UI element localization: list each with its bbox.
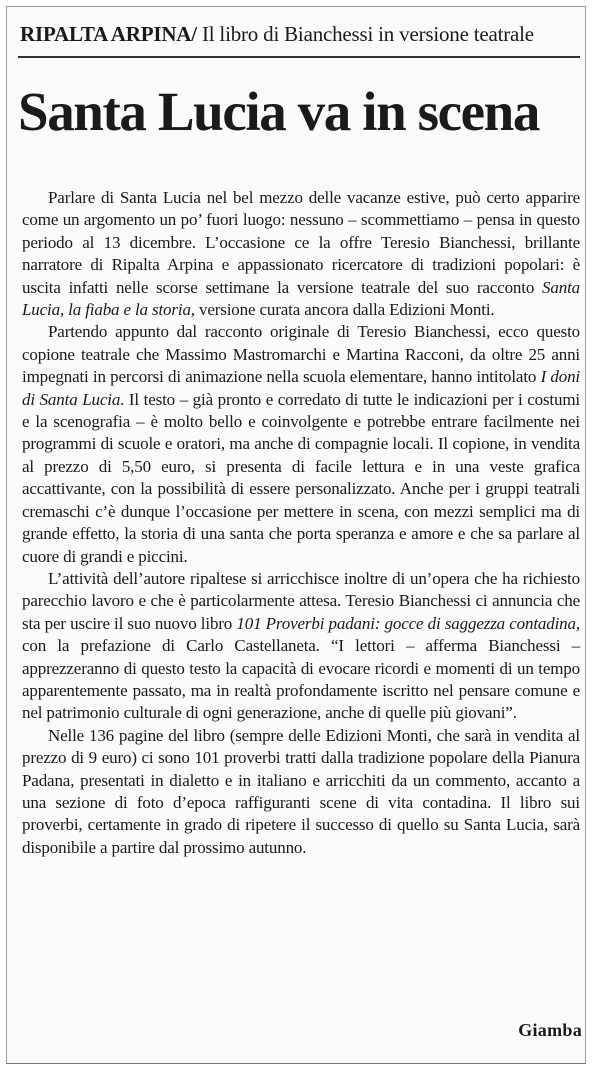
author-signature: Giamba bbox=[518, 1020, 582, 1040]
paragraph-3-text-a: L’attività dell’autore ripaltese si arricchisce inoltre di un’opera che ha richiesto parecchio lavoro e che è particolarmente attesa. Teresio Bianchessi ci annuncia che sta per uscire il suo nuovo libro bbox=[22, 568, 580, 633]
kicker-subtitle: Il libro di Bianchessi in versione teatrale bbox=[196, 22, 534, 46]
kicker-line bbox=[20, 22, 580, 47]
paragraph-2 bbox=[22, 321, 580, 567]
paragraph-3-text-b: , con la prefazione di Carlo Castellaneta. “I lettori – afferma Bianchessi – apprezzeranno di questo testo la capacità di evocare ricordi e momenti di un tempo apparentemente passato, ma in realtà profondamente iscritto nel pensare comune e nel patrimonio culturale di ogni generazione, anche di quelle più giovani”. bbox=[22, 613, 580, 723]
play-title: I doni di Santa Lucia bbox=[22, 367, 580, 409]
kicker-location: RIPALTA ARPINA/ bbox=[20, 22, 197, 46]
paragraph-2-text-b: . Il testo – già pronto e corredato di tutte le indicazioni per i costumi e la scenografia – è molto bello e coinvolgente e potrebbe entrare facilmente nei programmi di scuole e oratori, ma anche di compagnie locali. Il copione, in vendita al prezzo di 5,50 euro, si presenta di facile lettura e in una veste grafica accattivante, con la possibilità di essere personalizzato. Anche per i gruppi teatrali cremaschi c’è dunque l’occasione per mettere in scena, con mezzi semplici ma di grande effetto, la storia di una santa che porta speranza e amore e che sa parlare al cuore di grandi e piccini. bbox=[22, 389, 580, 566]
book-title-santa-lucia: Santa Lucia, la fiaba e la storia bbox=[22, 277, 580, 320]
paragraph-1-text-b: , versione curata ancora dalla Edizioni Monti. bbox=[190, 300, 495, 320]
paragraph-4: Nelle 136 pagine del libro (sempre delle Edizioni Monti, che sarà in vendita al prezzo di 9 euro) ci sono 101 proverbi tratti dalla tradizione popolare della Pianura Padana, presentati in dialetto e in italiano e arricchiti da un commento, accanto a una sezione di foto d’epoca raffiguranti scene di vita contadina. Il libro sui proverbi, certamente in grado di ripetere il successo di quello su Santa Lucia, sarà disponibile a partire dal prossimo autunno. bbox=[22, 725, 580, 857]
paragraph-1 bbox=[22, 187, 580, 321]
book-title-proverbi: 101 Proverbi padani: gocce di saggezza contadina bbox=[236, 613, 576, 633]
headline: Santa Lucia va in scena bbox=[18, 81, 539, 142]
header-rule bbox=[18, 56, 580, 58]
paragraph-2-text-a: Partendo appunto dal racconto originale di Teresio Bianchessi, ecco questo copione teatrale che Massimo Mastromarchi e Martina Racconi, da oltre 25 anni impegnati in percorsi di animazione nella scuola elementare, hanno intitolato bbox=[22, 322, 580, 387]
article-body bbox=[22, 187, 580, 859]
paragraph-3 bbox=[22, 568, 580, 725]
paragraph-1-text-a: Parlare di Santa Lucia nel bel mezzo delle vacanze estive, può certo apparire come un argomento un po’ fuori luogo: nessuno – scommettiamo – pensa in questo periodo al 13 dicembre. L’occasione ce la offre Teresio Bianchessi, brillante narratore di Ripalta Arpina e appassionato ricercatore di tradizioni popolari: è uscita infatti nelle scorse settimane la versione teatrale del suo racconto bbox=[22, 188, 580, 297]
